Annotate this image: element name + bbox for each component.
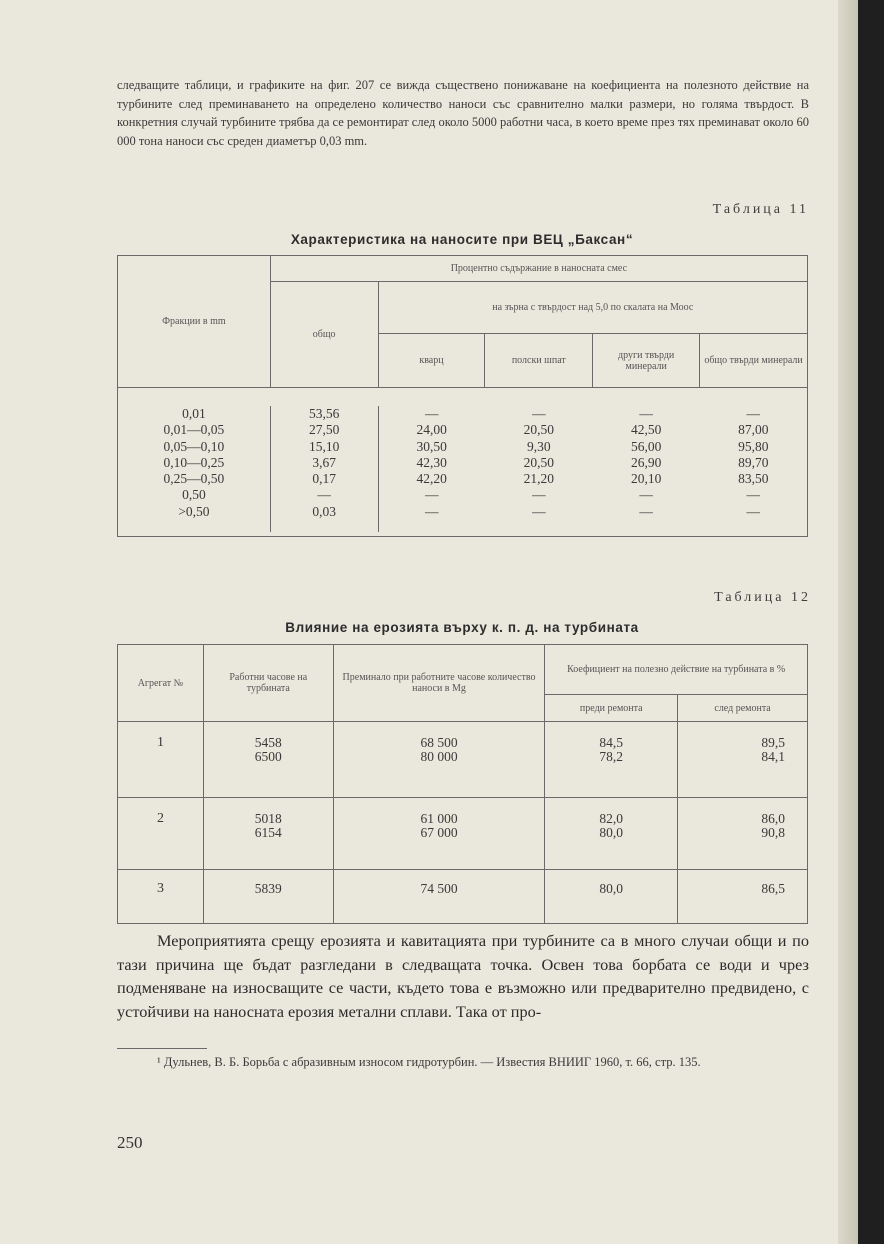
table-cell: 0,01—0,05 <box>118 422 271 438</box>
cell-line: 6500 <box>254 749 282 765</box>
header-total: общо <box>270 282 378 388</box>
unit-number: 1 <box>156 735 164 750</box>
table11-bottom <box>118 532 808 537</box>
table-cell: 26,90 <box>630 454 662 470</box>
table-cell: 42,50 <box>630 422 662 438</box>
cell-line: 6154 <box>254 825 282 841</box>
table-cell <box>678 722 808 798</box>
cell-line: 5839 <box>254 881 282 896</box>
header-efficiency: Коефициент на полезно действие на турбината в % <box>545 645 808 695</box>
table-cell <box>203 870 333 924</box>
table-cell: 56,00 <box>630 438 662 454</box>
cell-line: 61 000 <box>420 811 458 826</box>
cell-line: 82,0 <box>599 811 624 826</box>
table-cell: — <box>532 487 546 503</box>
cell-line: 86,0 <box>761 811 785 826</box>
header-hours: Работни часове на турбината <box>203 645 333 722</box>
table-cell: 87,00 <box>700 422 808 438</box>
table-cell: — <box>378 504 485 532</box>
table-cell: 0,25—0,50 <box>118 471 271 487</box>
table-cell <box>333 870 545 924</box>
table-cell <box>333 722 545 798</box>
table-cell: 0,10—0,25 <box>118 455 271 471</box>
cell-line: 74 500 <box>420 881 458 896</box>
table11-number: Таблица 11 <box>712 202 809 217</box>
table-cell: 42,30 <box>378 455 485 471</box>
table-cell: — <box>378 487 485 503</box>
table12 <box>117 644 808 924</box>
table-cell: 89,70 <box>700 455 808 471</box>
table-cell <box>545 870 678 924</box>
table-cell <box>203 722 333 798</box>
table-cell: — <box>639 406 653 421</box>
header-other-hard: други твърди минерали <box>593 334 700 388</box>
table-cell: 42,20 <box>378 471 485 487</box>
header-feldspar: полски шпат <box>485 334 593 388</box>
footnote-rule <box>117 1048 207 1049</box>
header-after: след ремонта <box>678 695 808 722</box>
table-cell: — <box>532 406 546 421</box>
cell-line: 80,0 <box>599 881 624 896</box>
table-cell: 27,50 <box>270 422 378 438</box>
cell-line: 67 000 <box>420 825 458 841</box>
table-cell: — <box>700 487 808 503</box>
cell-line: 5458 <box>254 735 282 750</box>
table-cell: 0,50 <box>118 487 271 503</box>
table-cell <box>118 798 204 870</box>
cell-line: 78,2 <box>599 749 624 765</box>
table-cell: 15,10 <box>270 439 378 455</box>
intro-paragraph: следващите таблици, и графиките на фиг. 207 се вижда съществено понижаване на коефициента на полезното действие на турбините след преминаването на определено количество наноси със сравнително малки размери, но голяма твърдост. В конкретния случай турбините трябва да се ремонтират след около 5000 работни часа, в което време през тях преминават около 60 000 тона наноси със среден диаметър 0,03 mm. <box>117 78 809 148</box>
cell-line: 80,0 <box>599 825 624 841</box>
table-cell: 20,50 <box>523 422 554 438</box>
table-cell <box>203 798 333 870</box>
table11-spacer <box>118 388 808 407</box>
cell-line: 5018 <box>254 811 282 826</box>
table-cell: 24,00 <box>378 422 485 438</box>
table11-title: Характеристика на наносите при ВЕЦ „Баксан“ <box>290 232 634 247</box>
header-quartz: кварц <box>378 334 485 388</box>
table-cell: 95,80 <box>700 439 808 455</box>
table-cell <box>678 870 808 924</box>
table-cell <box>678 798 808 870</box>
table-cell: 0,03 <box>270 504 378 532</box>
table-cell: 30,50 <box>378 439 485 455</box>
table-cell <box>545 798 678 870</box>
table-cell: 53,56 <box>270 406 378 422</box>
table-cell: 0,05—0,10 <box>118 439 271 455</box>
table-cell: — <box>270 487 378 503</box>
table-cell: — <box>639 503 653 519</box>
footnote <box>117 1053 809 1071</box>
cell-line: 84,5 <box>599 735 624 750</box>
page-number: 250 <box>117 1133 143 1152</box>
table-cell: 20,10 <box>630 471 662 487</box>
cell-line: 68 500 <box>420 735 458 750</box>
header-total-hard: общо твърди минерали <box>700 334 808 388</box>
table-cell: 0,01 <box>118 406 271 422</box>
header-fractions: Фракции в mm <box>118 256 271 388</box>
header-hardness: на зърна с твърдост над 5,0 по скалата на Моос <box>378 282 807 334</box>
header-before: преди ремонта <box>545 695 678 722</box>
cell-line: 86,5 <box>761 881 785 896</box>
table-cell: >0,50 <box>118 504 271 532</box>
table-cell: 21,20 <box>523 471 554 487</box>
table-cell: 83,50 <box>700 471 808 487</box>
table-cell: — <box>639 487 653 503</box>
header-unit: Агрегат № <box>118 645 204 722</box>
table-cell <box>333 798 545 870</box>
table-cell: — <box>532 503 546 519</box>
table-cell <box>545 722 678 798</box>
header-sediment: Преминало при работните часове количество наноси в Mg <box>333 645 545 722</box>
unit-number: 3 <box>156 881 164 896</box>
footnote-text: ¹ Дульнев, В. Б. Борьба с абразивным износом гидротурбин. — Известия ВНИИГ 1960, т. 66, стр. 135. <box>157 1055 701 1069</box>
table-cell: — <box>700 504 808 532</box>
table-cell: 0,17 <box>270 471 378 487</box>
cell-line: 90,8 <box>761 825 785 841</box>
main-paragraph-text: Мероприятията срещу ерозията и кавитацията при турбините са в много случаи общи и по тази причина ще бъдат разгледани в следващата точка. Освен това борбата се води и чрез подменяване на износващите се части, където това е възможно или предварително предвидено, с устойчиви на наносната ерозия метални сплави. Така от про- <box>117 931 809 1021</box>
table-cell: 20,50 <box>523 454 554 470</box>
table-cell: — <box>378 406 485 422</box>
table-cell: — <box>700 406 808 422</box>
cell-line: 84,1 <box>761 749 785 765</box>
main-paragraph <box>117 929 809 1023</box>
table11 <box>117 255 808 537</box>
table-cell: 9,30 <box>527 438 551 454</box>
table-cell: 3,67 <box>270 455 378 471</box>
table12-number: Таблица 12 <box>714 590 811 605</box>
table12-title: Влияние на ерозията върху к. п. д. на турбината <box>285 620 639 635</box>
header-percent: Процентно съдържание в наносната смес <box>270 256 807 282</box>
table-cell <box>118 870 204 924</box>
cell-line: 89,5 <box>761 735 785 750</box>
cell-line: 80 000 <box>420 749 458 765</box>
unit-number: 2 <box>156 811 164 826</box>
table-cell <box>118 722 204 798</box>
page-edge <box>838 0 858 1244</box>
